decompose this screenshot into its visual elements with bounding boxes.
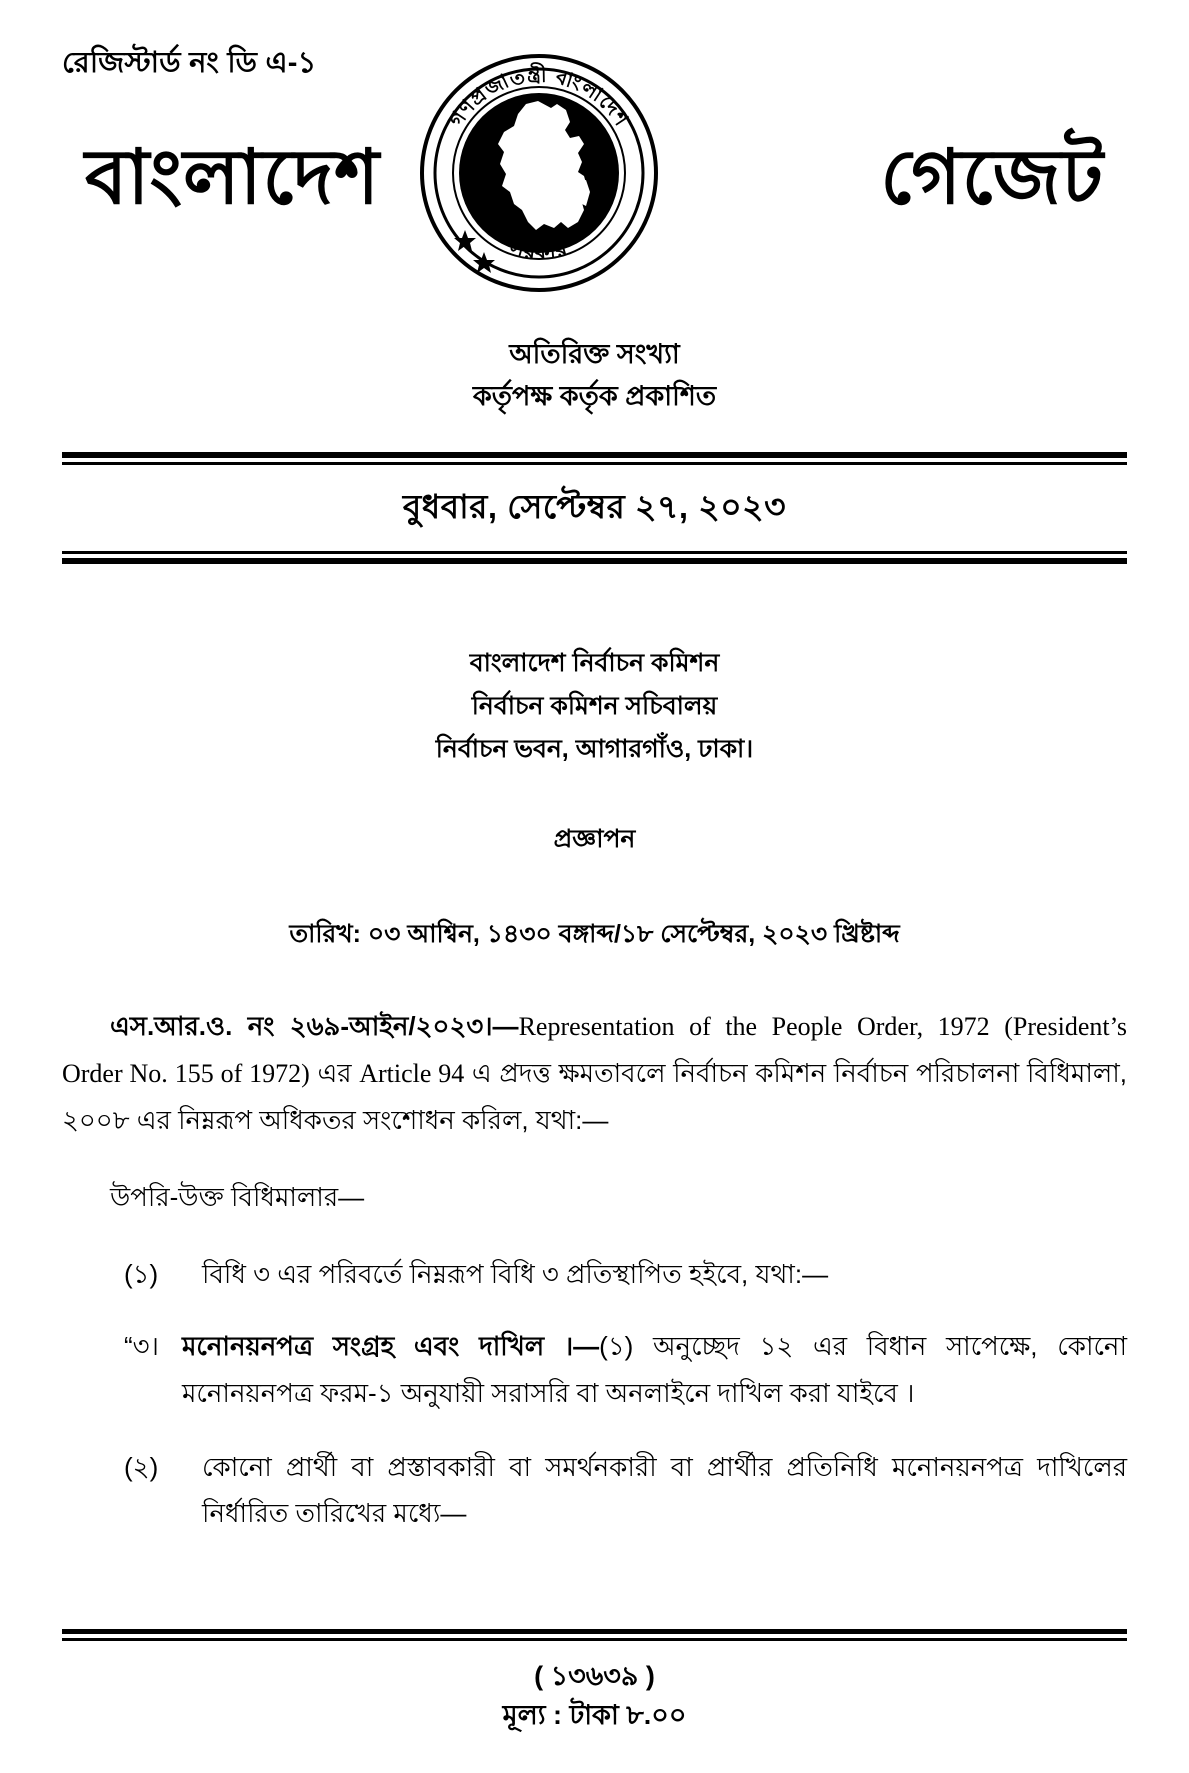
subclause-heading: মনোনয়নপত্র সংগ্রহ এবং দাখিল ।—	[182, 1331, 600, 1362]
publication-date: বুধবার, সেপ্টেম্বর ২৭, ২০২৩	[402, 487, 787, 525]
masthead	[0, 0, 1189, 300]
subtitle-block	[0, 334, 1189, 418]
issue-date: তারিখ: ০৩ আশ্বিন, ১৪৩০ বঙ্গাব্দ/১৮ সেপ্টেম্বর, ২০২৩ খ্রিষ্টাব্দ	[289, 919, 900, 948]
notification-heading: প্রজ্ঞাপন	[553, 824, 636, 853]
footer-rule-thick	[62, 1629, 1127, 1634]
registered-number: রেজিস্টার্ড নং ডি এ-১	[62, 47, 317, 79]
sro-text-bn-2: এ প্রদত্ত ক্ষমতাবলে নির্বাচন কমিশন নির্বাচন পরিচালনা বিধিমালা, ২০০৮ এর নিম্নরূপ অধিকতর সংশোধন করিল, যথা:—	[62, 1057, 1128, 1136]
org-line-commission: বাংলাদেশ নির্বাচন কমিশন	[469, 648, 720, 677]
rule-thin-bottom	[62, 551, 1127, 554]
price-label: মূল্য : টাকা ৮.০০	[502, 1699, 687, 1730]
clause-number: (১)	[124, 1258, 159, 1289]
date-band-top-rules	[62, 452, 1127, 465]
sro-text-en-1: Representation of the People Order, 1972 (President’s Order No. 155 of 1972)	[62, 1011, 1127, 1088]
rule-thick-bottom	[62, 558, 1127, 564]
subclause-number: “৩।	[124, 1331, 159, 1362]
footer-rules	[62, 1629, 1127, 1641]
emblem-bottom-text: সরকার	[507, 236, 571, 265]
document-body	[62, 1003, 1127, 1536]
sro-paragraph	[62, 1003, 1127, 1145]
footer-text	[0, 1657, 1189, 1735]
subclause-text: কোনো প্রার্থী বা প্রস্তাবকারী বা সমর্থনকারী বা প্রার্থীর প্রতিনিধি মনোনয়নপত্র দাখিলের নির্ধারিত তারিখের মধ্যে—	[202, 1451, 1127, 1528]
sro-number: এস.আর.ও. নং ২৬৯-আইন/২০২৩।—	[110, 1010, 519, 1041]
subclause-body	[182, 1323, 1127, 1418]
subclause-item	[62, 1323, 1127, 1418]
clause-body: বিধি ৩ এর পরিবর্তে নিম্নরূপ বিধি ৩ প্রতিস্থাপিত হইবে, যথা:—	[202, 1258, 829, 1289]
gazette-title-right: গেজেট	[880, 135, 1104, 220]
rule-thick-top	[62, 452, 1127, 458]
footer-rule-thin	[62, 1638, 1127, 1641]
org-line-address: নির্বাচন ভবন, আগারগাঁও, ঢাকা।	[435, 734, 754, 763]
government-seal-emblem	[418, 52, 660, 294]
subtitle-extraordinary: অতিরিক্ত সংখ্যা	[509, 339, 680, 369]
subclause-item	[62, 1444, 1127, 1537]
emblem-top-text: গণপ্রজাতন্ত্রী বাংলাদেশ	[445, 64, 633, 131]
page-number: ( ১৩৬৩৯ )	[534, 1660, 655, 1691]
subclause-text: (১) অনুচ্ছেদ ১২ এর বিধান সাপেক্ষে, কোনো মনোনয়নপত্র ফরম-১ অনুযায়ী সরাসরি বা অনলাইনে দাখিল করা যাইবে ।	[182, 1331, 1127, 1409]
date-band-bottom-rules	[62, 551, 1127, 564]
clause-item	[62, 1251, 1127, 1297]
sro-text-bn-1: এর	[309, 1057, 360, 1088]
sro-text-en-2: Article 94	[359, 1058, 465, 1088]
gazette-title-left: বাংলাদেশ	[85, 135, 381, 220]
organization-block	[0, 642, 1189, 771]
preamble-text: উপরি-উক্ত বিধিমালার—	[110, 1182, 365, 1213]
subclause-number: (২)	[124, 1451, 159, 1482]
page-footer	[0, 1629, 1189, 1735]
subtitle-published-by-authority: কর্তৃপক্ষ কর্তৃক প্রকাশিত	[472, 380, 717, 411]
org-line-secretariat: নির্বাচন কমিশন সচিবালয়	[471, 691, 718, 720]
